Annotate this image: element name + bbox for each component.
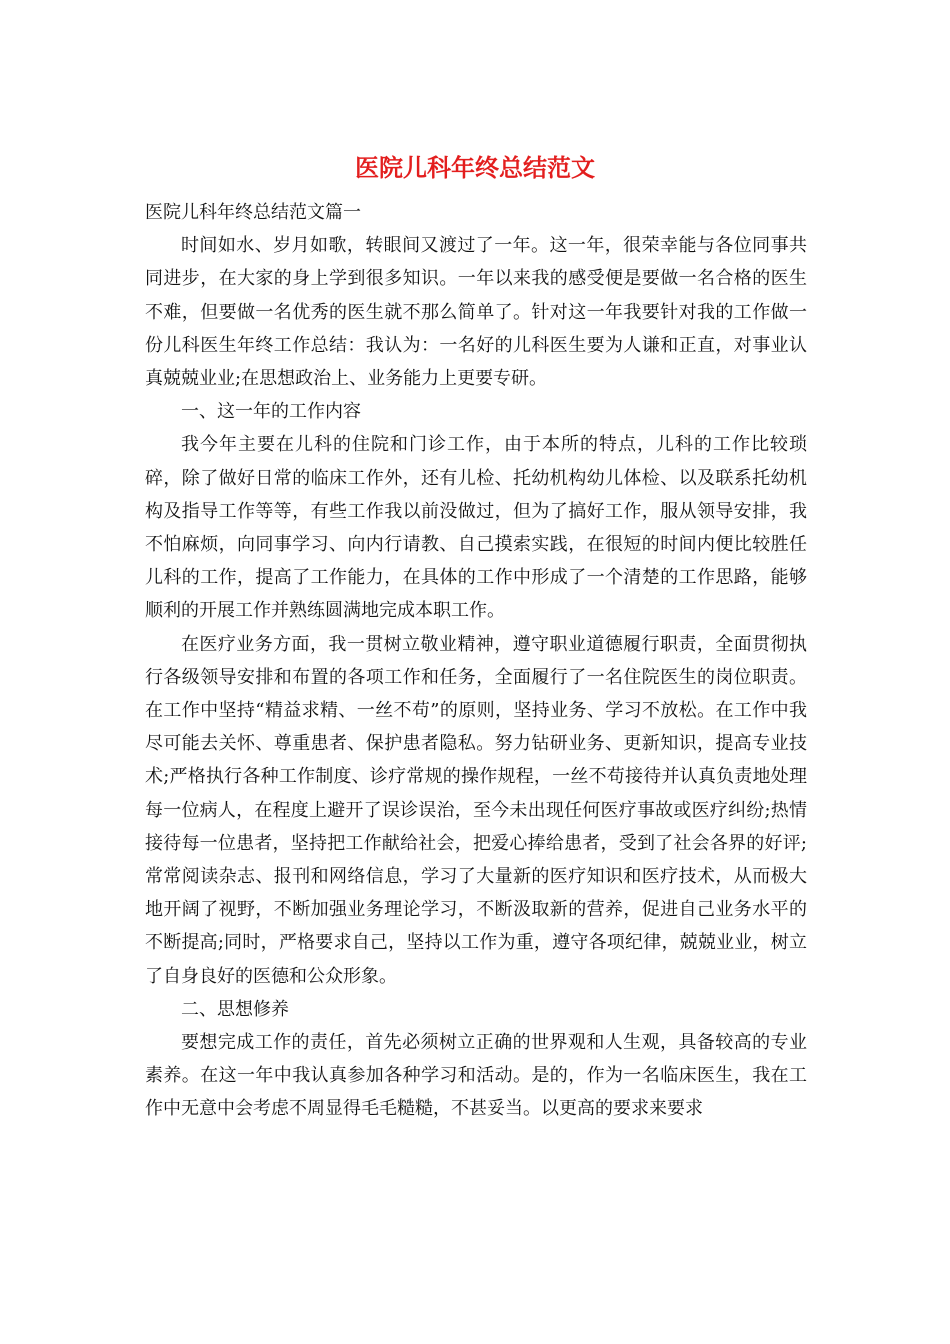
paragraph-work-content: 我今年主要在儿科的住院和门诊工作，由于本所的特点，儿科的工作比较琐碎，除了做好日常的临床工作外，还有儿检、托幼机构幼儿体检、以及联系托幼机构及指导工作等等，有些工作我以前没做过，但为了搞好工作，服从领导安排，我不怕麻烦，向同事学习、向内行请教、自己摸索实践，在很短的时间内便比较胜任儿科的工作，提高了工作能力，在具体的工作中形成了一个清楚的工作思路，能够顺利的开展工作并熟练圆满地完成本职工作。 xyxy=(145,434,807,622)
paragraph-ideology: 要想完成工作的责任，首先必须树立正确的世界观和人生观，具备较高的专业素养。在这一年中我认真参加各种学习和活动。是的，作为一名临床医生，我在工作中无意中会考虑不周显得毛毛糙糙，不甚妥当。以更高的要求来要求 xyxy=(145,1032,807,1120)
heading-ideology: 二、思想修养 xyxy=(181,998,289,1020)
paragraph-intro: 时间如水、岁月如歌，转眼间又渡过了一年。这一年，很荣幸能与各位同事共同进步，在大家的身上学到很多知识。一年以来我的感受便是要做一名合格的医生不难，但要做一名优秀的医生就不那么简单了。针对这一年我要针对我的工作做一份儿科医生年终工作总结：我认为：一名好的儿科医生要为人谦和正直，对事业认真兢兢业业;在思想政治上、业务能力上更要专研。 xyxy=(145,235,807,390)
section-subtitle: 医院儿科年终总结范文篇一 xyxy=(145,202,361,223)
document-title: 医院儿科年终总结范文 xyxy=(355,153,595,182)
paragraph-medical-practice: 在医疗业务方面，我一贯树立敬业精神，遵守职业道德履行职责，全面贯彻执行各级领导安排和布置的各项工作和任务，全面履行了一名住院医生的岗位职责。在工作中坚持“精益求精、一丝不苟”的原则，坚持业务、学习不放松。在工作中我尽可能去关怀、尊重患者、保护患者隐私。努力钻研业务、更新知识，提高专业技术;严格执行各种工作制度、诊疗常规的操作规程，一丝不苟接待并认真负责地处理每一位病人，在程度上避开了误诊误治，至今未出现任何医疗事故或医疗纠纷;热情接待每一位患者，坚持把工作献给社会，把爱心捧给患者，受到了社会各界的好评;常常阅读杂志、报刊和网络信息，学习了大量新的医疗知识和医疗技术，从而极大地开阔了视野，不断加强业务理论学习，不断汲取新的营养，促进自己业务水平的不断提高;同时，严格要求自己，坚持以工作为重，遵守各项纪律，兢兢业业，树立了自身良好的医德和公众形象。 xyxy=(145,633,807,987)
heading-work-content: 一、这一年的工作内容 xyxy=(181,401,361,423)
document-body xyxy=(145,196,807,1126)
